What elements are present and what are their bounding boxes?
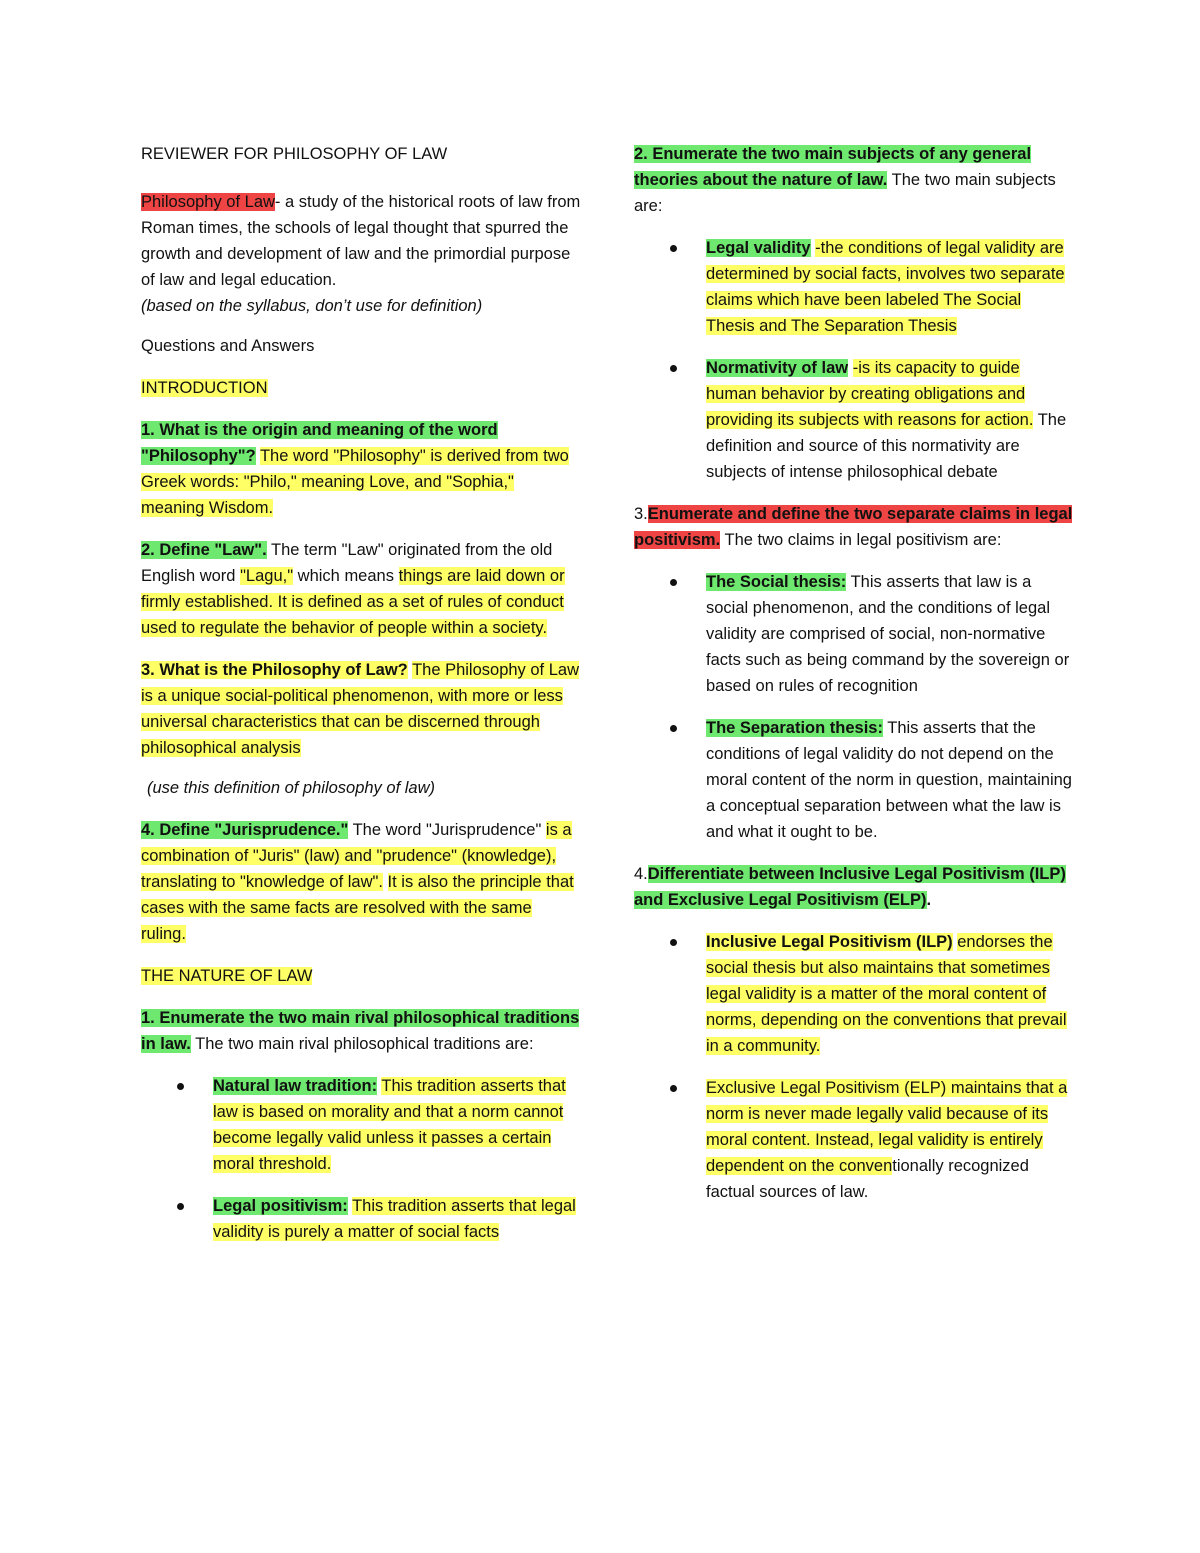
question-text: Differentiate between Inclusive Legal Positivism (ILP) and Exclusive Legal Positivism (ELP) xyxy=(634,865,1066,909)
list-item xyxy=(634,235,1074,339)
answer-highlight: is a combination of "Juris" (law) and "prudence" (knowledge), translating to "knowledge of law". xyxy=(141,821,572,891)
list-item xyxy=(141,1073,581,1177)
list-item xyxy=(634,929,1074,1059)
positivism-list xyxy=(634,929,1074,1205)
intro-question-3 xyxy=(141,657,581,761)
bullet-term: Legal validity xyxy=(706,239,811,257)
philosophy-of-law-definition xyxy=(141,189,581,319)
question-period: . xyxy=(926,891,932,909)
bullet-tail: The definition and source of this normativity are subjects of intense philosophical debate xyxy=(706,411,1067,481)
answer-text: The two main rival philosophical traditions are: xyxy=(195,1035,534,1053)
right-column xyxy=(634,141,1074,1221)
list-item xyxy=(141,1193,581,1245)
bullet-text: endorses the social thesis but also maintains that sometimes legal validity is a matter of the moral content of norms, depending on the conventions that prevail in a community. xyxy=(706,933,1067,1055)
bullet-term: Natural law tradition: xyxy=(213,1077,378,1095)
traditions-list xyxy=(141,1073,581,1245)
list-item xyxy=(634,1075,1074,1205)
list-item xyxy=(634,355,1074,485)
intro-question-4 xyxy=(141,817,581,947)
list-item xyxy=(634,569,1074,699)
question-text: Enumerate and define the two separate claims in legal positivism. xyxy=(634,505,1073,549)
document-title: REVIEWER FOR PHILOSOPHY OF LAW xyxy=(141,145,448,163)
bullet-text: This asserts that law is a social phenomenon, and the conditions of legal validity are comprised of social, non-normative facts such as being command by the sovereign or based on rules of recognition xyxy=(706,573,1070,695)
philosophy-of-law-term: Philosophy of Law xyxy=(141,193,275,211)
claims-list xyxy=(634,569,1074,845)
bullet-text: This asserts that the conditions of legal validity do not depend on the moral content of the norm in question, maintaining a conceptual separation between what the law is and what it ought to be. xyxy=(706,719,1072,841)
subjects-list xyxy=(634,235,1074,485)
question-text: 1. What is the origin and meaning of the word "Philosophy"? xyxy=(141,421,498,465)
answer-highlight: It is also the principle that cases with the same facts are resolved with the same ruling. xyxy=(141,873,574,943)
answer-text: The word "Philosophy" is derived from two Greek words: "Philo," meaning Love, and "Sophia," meaning Wisdom. xyxy=(141,447,569,517)
nature-question-4 xyxy=(634,861,1074,913)
question-number: 4. xyxy=(634,865,648,883)
answer-text: The term "Law" originated from the old English word xyxy=(141,541,553,585)
nature-question-1 xyxy=(141,1005,581,1057)
bullet-term: Inclusive Legal Positivism (ILP) xyxy=(706,933,953,951)
answer-text: The two claims in legal positivism are: xyxy=(724,531,1002,549)
syllabus-note: (based on the syllabus, don’t use for definition) xyxy=(141,297,483,315)
question-text: 3. What is the Philosophy of Law? xyxy=(141,661,408,679)
qa-heading: Questions and Answers xyxy=(141,337,315,355)
bullet-term: The Separation thesis: xyxy=(706,719,883,737)
question-text: 4. Define "Jurisprudence." xyxy=(141,821,349,839)
bullet-tail: tionally recognized factual sources of law. xyxy=(706,1157,1029,1201)
answer-highlight: "Lagu," xyxy=(240,567,294,585)
answer-text: The word "Jurisprudence" xyxy=(352,821,542,839)
bullet-term: The Social thesis: xyxy=(706,573,847,591)
nature-of-law-heading: THE NATURE OF LAW xyxy=(141,967,313,985)
bullet-text: -is its capacity to guide human behavior by creating obligations and providing its subjects with reasons for action. xyxy=(706,359,1034,429)
answer-highlight: things are laid down or firmly established. It is defined as a set of rules of conduct used to regulate the behavior of people within a society. xyxy=(141,567,565,637)
answer-text: which means xyxy=(297,567,394,585)
question-text: 1. Enumerate the two main rival philosophical traditions in law. xyxy=(141,1009,580,1053)
question-text: 2. Enumerate the two main subjects of any general theories about the nature of law. xyxy=(634,145,1032,189)
nature-question-3 xyxy=(634,501,1074,553)
bullet-text: This tradition asserts that legal validity is purely a matter of social facts xyxy=(213,1197,576,1241)
bullet-term: Legal positivism: xyxy=(213,1197,348,1215)
answer-text: The two main subjects are: xyxy=(634,171,1056,215)
question-number: 3. xyxy=(634,505,648,523)
bullet-text: Exclusive Legal Positivism (ELP) maintains that a norm is never made legally valid because of its moral content. Instead, legal validity is entirely dependent on the conven xyxy=(706,1079,1068,1175)
philosophy-of-law-text: - a study of the historical roots of law from Roman times, the schools of legal thought that spurred the growth and development of law and the primordial purpose of law and legal education. xyxy=(141,193,581,289)
left-column xyxy=(141,141,581,1261)
list-item xyxy=(634,715,1074,845)
intro-question-2 xyxy=(141,537,581,641)
introduction-heading: INTRODUCTION xyxy=(141,379,268,397)
bullet-text: This tradition asserts that law is based on morality and that a norm cannot become legally valid unless it passes a certain moral threshold. xyxy=(213,1077,566,1173)
answer-text: The Philosophy of Law is a unique social-political phenomenon, with more or less universal characteristics that can be discerned through philosophical analysis xyxy=(141,661,579,757)
bullet-text: -the conditions of legal validity are determined by social facts, involves two separate claims which have been labeled The Social Thesis and The Separation Thesis xyxy=(706,239,1065,335)
bullet-term: Normativity of law xyxy=(706,359,849,377)
intro-question-1 xyxy=(141,417,581,521)
nature-question-2 xyxy=(634,141,1074,219)
definition-note: (use this definition of philosophy of law) xyxy=(147,779,435,797)
question-text: 2. Define "Law". xyxy=(141,541,267,559)
